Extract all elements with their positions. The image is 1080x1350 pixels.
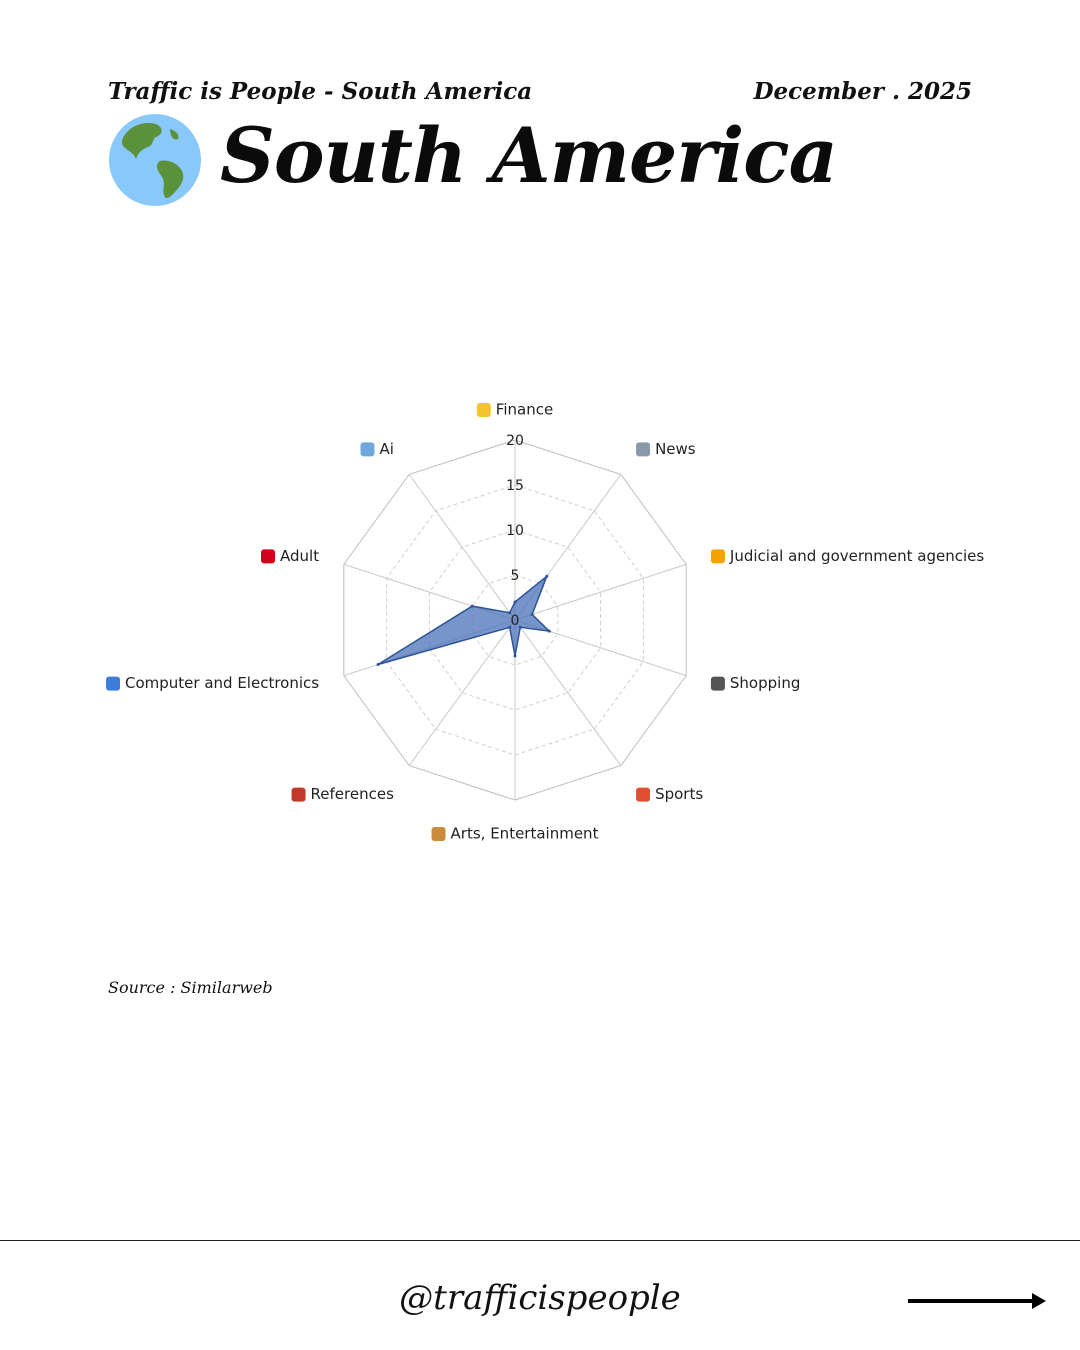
data-point [471, 605, 474, 608]
category-label [106, 674, 319, 692]
category-label [477, 401, 553, 419]
r-tick-label: 15 [506, 478, 524, 494]
series-area [378, 576, 549, 664]
data-point [548, 630, 551, 633]
no-18-icon [261, 549, 275, 563]
category-label-text: News [655, 439, 696, 458]
cyclist-icon [636, 788, 650, 802]
category-label [360, 440, 393, 458]
category-label-text: Shopping [729, 674, 801, 693]
data-point [514, 601, 517, 604]
category-label-text: Finance [495, 400, 554, 419]
radar-series [377, 575, 551, 666]
radar-category-labels [106, 401, 984, 843]
person-icon [432, 827, 446, 841]
category-label-text: Arts, Entertainment [450, 824, 599, 843]
data-point [545, 575, 548, 578]
header-date: December . 2025 [753, 78, 972, 105]
social-handle: @trafficispeople [399, 1278, 681, 1318]
arrow-right-icon[interactable] [906, 1290, 1048, 1312]
shopping-cart-icon [711, 677, 725, 691]
r-tick-label: 0 [510, 613, 520, 629]
header-kicker-left: Traffic is People - South America [108, 78, 533, 105]
grid-spoke [515, 620, 621, 766]
category-label [711, 547, 984, 565]
page-title: South America [220, 111, 837, 200]
category-label-text: Sports [655, 785, 704, 804]
grid-spoke [409, 474, 515, 620]
category-label-text: Ai [379, 439, 394, 458]
r-tick-label: 5 [510, 568, 520, 584]
category-label-text: Judicial and government agencies [729, 546, 985, 565]
data-point [514, 655, 517, 658]
r-tick-label: 10 [506, 523, 524, 539]
robot-icon [360, 442, 374, 456]
money-bag-icon [477, 403, 491, 417]
category-label [261, 547, 319, 565]
category-label-text: References [310, 785, 394, 804]
newspaper-icon [636, 442, 650, 456]
category-label-text: Computer and Electronics [125, 674, 320, 693]
source-note: Source : Similarweb [108, 978, 273, 997]
category-label [432, 825, 599, 843]
footer-divider [0, 1240, 1080, 1241]
category-label [636, 440, 696, 458]
laptop-icon [106, 677, 120, 691]
data-point [531, 613, 534, 616]
category-label-text: Adult [280, 546, 320, 565]
category-label [292, 785, 395, 803]
data-point [377, 663, 380, 666]
book-icon [292, 788, 306, 802]
r-tick-label: 20 [506, 433, 524, 449]
category-label [711, 674, 800, 692]
category-label [636, 785, 703, 803]
scales-icon [711, 549, 725, 563]
